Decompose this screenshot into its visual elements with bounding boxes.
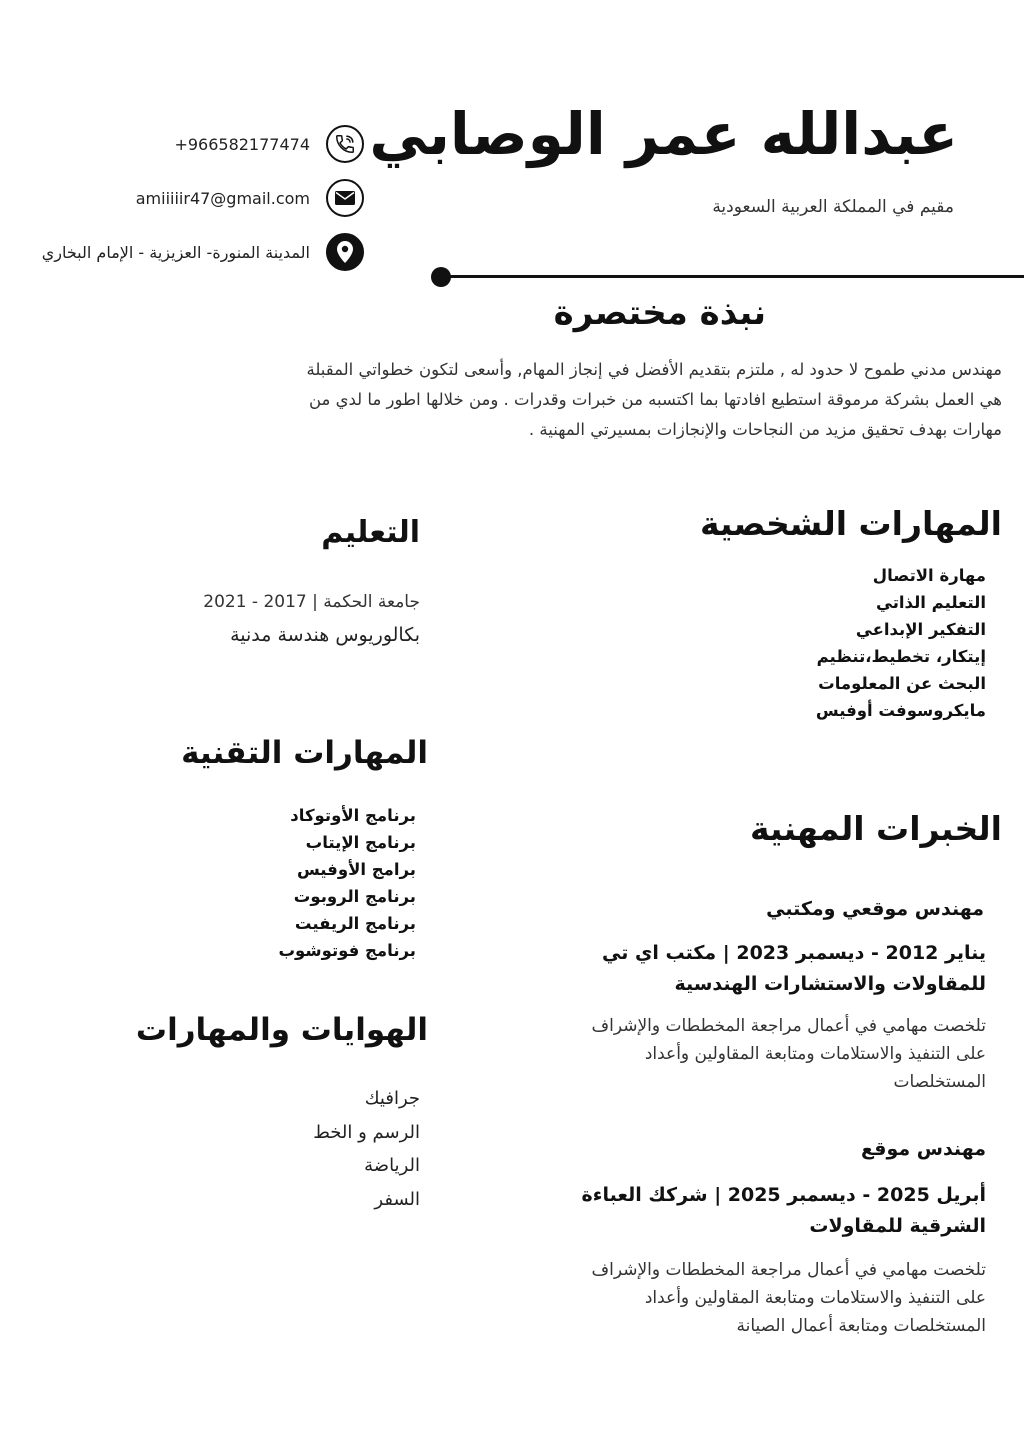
list-item: برنامج فوتوشوب — [278, 941, 416, 960]
job-description-line: تلخصت مهامي في أعمال مراجعة المخططات والإشراف — [591, 1260, 986, 1280]
job-title: مهندس موقع — [861, 1138, 986, 1160]
job-company-continued: للمقاولات والاستشارات الهندسية — [674, 973, 986, 995]
summary-text — [142, 355, 1002, 445]
list-item: برنامج الإيتاب — [305, 833, 416, 852]
personal-skills-heading: المهارات الشخصية — [699, 504, 1002, 543]
header-divider-dot — [431, 267, 451, 287]
list-item: التفكير الإبداعي — [855, 620, 986, 639]
list-item: برنامج الريفيت — [294, 914, 416, 933]
list-item: السفر — [374, 1188, 420, 1210]
job-description-line: المستخلصات — [893, 1072, 986, 1092]
job-dates-company: يناير 2012 - ديسمبر 2023 | مكتب اي تي — [601, 942, 986, 964]
hobbies-list — [40, 1082, 420, 1216]
list-item: البحث عن المعلومات — [818, 674, 986, 693]
education-degree: بكالوريوس هندسة مدنية — [230, 624, 420, 646]
experience-heading: الخبرات المهنية — [749, 809, 1002, 848]
full-name: عبدالله عمر الوصابي — [369, 100, 958, 168]
contact-email — [4, 177, 364, 219]
location-pin-icon — [326, 233, 364, 271]
list-item: برنامج الأوتوكاد — [290, 806, 416, 825]
contact-address — [4, 231, 364, 273]
list-item: الرسم و الخط — [313, 1121, 420, 1143]
job-description-line: على التنفيذ والاستلامات ومتابعة المقاولين وأعداد — [644, 1288, 986, 1308]
location-subtitle: مقيم في المملكة العربية السعودية — [712, 197, 954, 217]
job-meta — [516, 1180, 986, 1242]
summary-line: هي العمل بشركة مرموقة استطيع افادتها بما اكتسبه من خبرات وقدرات . ومن خلالها اطور ما لدي من — [308, 390, 1002, 409]
job-description-line: على التنفيذ والاستلامات ومتابعة المقاولين وأعداد — [644, 1044, 986, 1064]
list-item: مايكروسوفت أوفيس — [815, 701, 986, 720]
summary-line: مهارات بهدف تحقيق مزيد من النجاحات والإنجازات بمسيرتي المهنية . — [528, 420, 1002, 439]
job-title: مهندس موقعي ومكتبي — [766, 898, 984, 920]
personal-skills-list — [586, 562, 986, 724]
list-item: برنامج الروبوت — [293, 887, 416, 906]
list-item: مهارة الاتصال — [872, 566, 986, 585]
summary-line: مهندس مدني طموح لا حدود له , ملتزم بتقديم الأفضل في إنجاز المهام, وأسعى لتكون خطواتي المقبلة — [306, 360, 1002, 379]
list-item: الرياضة — [364, 1155, 420, 1176]
hobbies-heading: الهوايات والمهارات — [135, 1012, 428, 1048]
address: المدينة المنورة- العزيزية - الإمام البخاري — [41, 242, 310, 262]
list-item: التعليم الذاتي — [876, 593, 986, 612]
job-description-line: المستخلصات ومتابعة أعمال الصيانة — [736, 1316, 986, 1336]
job-company-continued: الشرقية للمقاولات — [809, 1215, 986, 1237]
contact-phone — [4, 123, 364, 165]
envelope-icon — [326, 179, 364, 217]
job-dates-company: أبريل 2025 - ديسمبر 2025 | شركك العباءة — [581, 1184, 986, 1206]
list-item: إيتكار، تخطيط،تنظيم — [816, 647, 986, 666]
header-divider — [440, 275, 1024, 278]
phone-icon — [326, 125, 364, 163]
list-item: جرافيك — [364, 1088, 420, 1109]
job-description — [516, 1012, 986, 1096]
list-item: برامج الأوفيس — [296, 860, 416, 879]
education-heading: التعليم — [321, 515, 420, 550]
email-address: amiiiiir47@gmail.com — [135, 188, 310, 208]
phone-number: +966582177474 — [174, 134, 310, 154]
technical-skills-heading: المهارات التقنية — [181, 735, 428, 771]
job-meta — [546, 938, 986, 1000]
job-description-line: تلخصت مهامي في أعمال مراجعة المخططات والإشراف — [591, 1016, 986, 1036]
technical-skills-list — [36, 802, 416, 964]
job-description — [516, 1256, 986, 1340]
education-university-years: جامعة الحكمة | 2017 - 2021 — [203, 592, 420, 612]
summary-heading: نبذة مختصرة — [553, 293, 766, 333]
